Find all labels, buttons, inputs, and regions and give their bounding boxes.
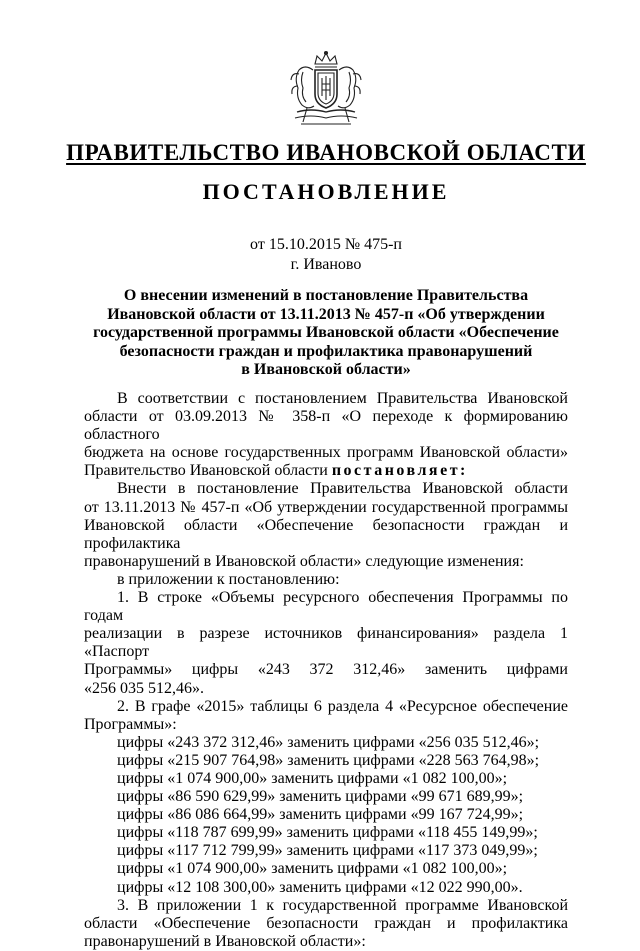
preamble-final-line xyxy=(84,462,568,480)
intro-line: от 13.11.2013 № 457-п «Об утверждении государственной программы xyxy=(84,498,568,516)
replacement-line: цифры «86 590 629,99» заменить цифрами «99 671 689,99»; xyxy=(117,788,524,806)
item3-line: правонарушений в Ивановской области»: xyxy=(84,932,366,950)
document-subject xyxy=(85,287,567,380)
government-title: ПРАВИТЕЛЬСТВО ИВАНОВСКОЙ ОБЛАСТИ xyxy=(66,140,586,165)
replacement-line: цифры «1 074 900,00» заменить цифрами «1 082 100,00»; xyxy=(117,860,508,878)
preamble-line: области от 03.09.2013 № 358-п «О переходе к формированию областного xyxy=(84,408,568,444)
replacement-line: цифры «117 712 799,99» заменить цифрами «117 373 049,99»; xyxy=(117,842,538,860)
item1-line: Программы» цифры «243 372 312,46» заменить цифрами xyxy=(84,661,568,679)
resolves-word: постановляет: xyxy=(331,462,468,480)
item2-line: Программы»: xyxy=(84,715,177,733)
replacement-line: цифры «86 086 664,99» заменить цифрами «99 167 724,99»; xyxy=(117,806,524,824)
document-date-number: от 15.10.2015 № 475-п xyxy=(250,236,402,253)
item3-line: области «Обеспечение безопасности граждан и профилактика xyxy=(84,914,568,932)
subject-line: государственной программы Ивановской области «Обеспечение xyxy=(93,324,559,341)
intro-line: Ивановской области «Обеспечение безопасности граждан и профилактика xyxy=(84,516,568,552)
replacement-line: цифры «1 074 900,00» заменить цифрами «1 082 100,00»; xyxy=(117,769,508,787)
item1-line: «256 035 512,46». xyxy=(84,679,204,697)
preamble-line: В соответствии с постановлением Правительства Ивановской xyxy=(117,390,568,407)
document-body xyxy=(84,390,568,951)
intro-line: правонарушений в Ивановской области» следующие изменения: xyxy=(84,552,524,570)
subject-line: О внесении изменений в постановление Правительства xyxy=(123,287,529,304)
replacement-line: цифры «215 907 764,98» заменить цифрами «228 563 764,98»; xyxy=(117,751,540,769)
coat-of-arms-emblem xyxy=(289,50,363,128)
item3-line: 3. В приложении 1 к государственной программе Ивановской xyxy=(117,896,568,914)
preamble-line-prefix: Правительство Ивановской области xyxy=(84,462,332,480)
preamble-line: бюджета на основе государственных программ Ивановской области» xyxy=(84,444,568,462)
subject-line: в Ивановской области» xyxy=(241,361,411,378)
document-city: г. Иваново xyxy=(290,256,362,273)
item1-line: реализации в разрезе источников финансирования» раздела 1 «Паспорт xyxy=(84,625,568,661)
annex-line: в приложении к постановлению: xyxy=(117,570,340,588)
subject-line: безопасности граждан и профилактика правонарушений xyxy=(119,342,533,360)
replacement-line: цифры «12 108 300,00» заменить цифрами «12 022 990,00». xyxy=(117,878,523,896)
subject-line: Ивановской области от 13.11.2013 № 457-п «Об утверждении xyxy=(107,305,545,323)
item1-line: 1. В строке «Объемы ресурсного обеспечения Программы по годам xyxy=(84,589,568,625)
item2-line: 2. В графе «2015» таблицы 6 раздела 4 «Ресурсное обеспечение xyxy=(117,697,568,715)
replacement-line: цифры «118 787 699,99» заменить цифрами «118 455 149,99»; xyxy=(117,824,538,842)
replacement-line: цифры «243 372 312,46» заменить цифрами «256 035 512,46»; xyxy=(117,733,540,751)
document-type-title: ПОСТАНОВЛЕНИЕ xyxy=(202,179,450,204)
intro-line: Внести в постановление Правительства Ивановской области xyxy=(117,480,568,498)
